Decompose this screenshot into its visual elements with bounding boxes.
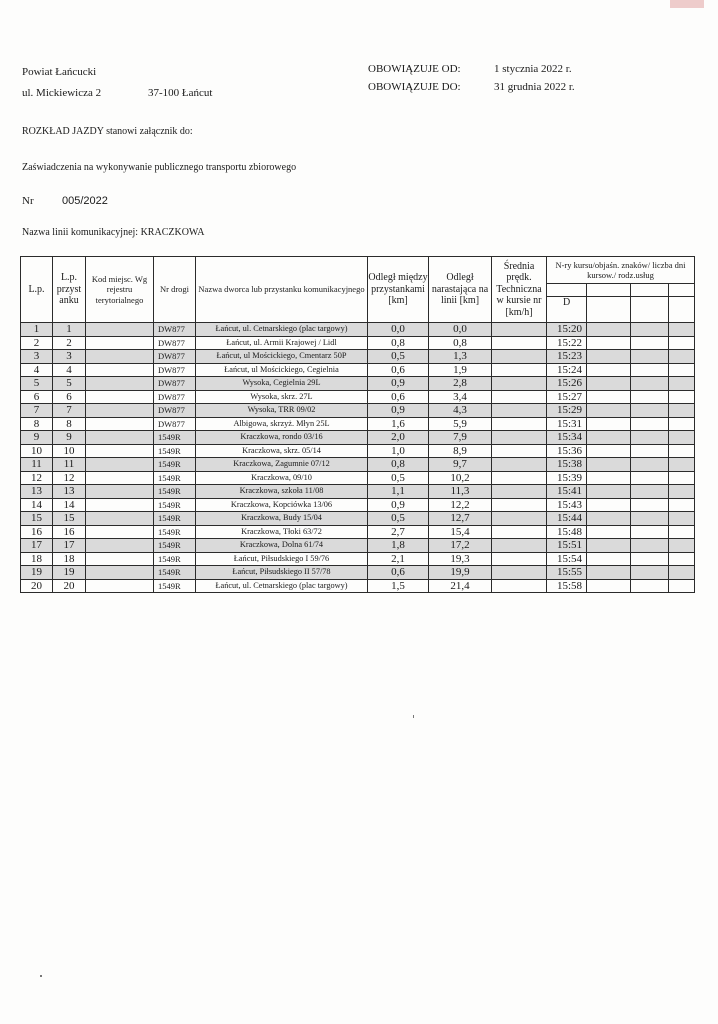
row-between-cell: 0,9 — [368, 498, 429, 512]
row-run-cell — [631, 525, 669, 539]
row-speed-cell — [492, 363, 547, 377]
row-time-cell: 15:36 — [547, 444, 587, 458]
row-run-cell — [587, 512, 631, 526]
row-stop-lp-cell: 18 — [53, 552, 86, 566]
row-cumulative-cell: 10,2 — [429, 471, 492, 485]
row-time-cell: 15:55 — [547, 566, 587, 580]
row-between-cell: 0,6 — [368, 390, 429, 404]
row-run-cell — [587, 458, 631, 472]
row-lp-cell: 19 — [21, 566, 53, 580]
row-speed-cell — [492, 498, 547, 512]
valid-to-label: OBOWIĄZUJE DO: — [368, 81, 461, 93]
row-run-cell — [669, 485, 695, 499]
row-run-cell — [587, 363, 631, 377]
row-lp-cell: 7 — [21, 404, 53, 418]
row-code-cell — [86, 350, 154, 364]
row-code-cell — [86, 444, 154, 458]
row-run-cell — [631, 363, 669, 377]
row-speed-cell — [492, 552, 547, 566]
row-lp-cell: 13 — [21, 485, 53, 499]
row-stop-name-cell: Łańcut, Piłsudskiego II 57/78 — [196, 566, 368, 580]
row-stop-lp-cell: 2 — [53, 336, 86, 350]
row-time-cell: 15:44 — [547, 512, 587, 526]
row-code-cell — [86, 417, 154, 431]
row-cumulative-cell: 21,4 — [429, 579, 492, 593]
row-road-cell: 1549R — [154, 431, 196, 445]
row-time-cell: 15:38 — [547, 458, 587, 472]
row-run-cell — [669, 363, 695, 377]
row-run-cell — [631, 444, 669, 458]
row-run-cell — [669, 350, 695, 364]
nr-label: Nr — [22, 195, 34, 207]
row-road-cell: 1549R — [154, 512, 196, 526]
row-stop-lp-cell: 4 — [53, 363, 86, 377]
table-row — [21, 417, 695, 431]
row-time-cell: 15:54 — [547, 552, 587, 566]
col-road-header: Nr drogi — [154, 257, 196, 323]
row-between-cell: 2,7 — [368, 525, 429, 539]
row-stop-name-cell: Kraczkowa, skrz. 05/14 — [196, 444, 368, 458]
row-stop-lp-cell: 6 — [53, 390, 86, 404]
table-row — [21, 404, 695, 418]
run-cell — [587, 297, 631, 323]
row-run-cell — [587, 539, 631, 553]
row-run-cell — [631, 417, 669, 431]
row-code-cell — [86, 377, 154, 391]
table-row — [21, 444, 695, 458]
row-between-cell: 0,9 — [368, 404, 429, 418]
scan-speck — [413, 715, 414, 718]
row-code-cell — [86, 579, 154, 593]
row-lp-cell: 10 — [21, 444, 53, 458]
row-run-cell — [587, 350, 631, 364]
table-row — [21, 363, 695, 377]
row-stop-lp-cell: 10 — [53, 444, 86, 458]
row-lp-cell: 12 — [21, 471, 53, 485]
row-code-cell — [86, 525, 154, 539]
scan-speck — [40, 975, 42, 977]
row-stop-name-cell: Kraczkowa, Budy 15/04 — [196, 512, 368, 526]
row-lp-cell: 14 — [21, 498, 53, 512]
row-between-cell: 1,0 — [368, 444, 429, 458]
row-run-cell — [669, 336, 695, 350]
row-run-cell — [587, 525, 631, 539]
row-stop-name-cell: Wysoka, skrz. 27L — [196, 390, 368, 404]
run-cell — [631, 297, 669, 323]
table-row — [21, 390, 695, 404]
row-cumulative-cell: 19,3 — [429, 552, 492, 566]
row-run-cell — [669, 417, 695, 431]
row-run-cell — [631, 552, 669, 566]
row-cumulative-cell: 0,0 — [429, 323, 492, 337]
row-run-cell — [631, 404, 669, 418]
row-between-cell: 0,5 — [368, 471, 429, 485]
run-cell — [669, 297, 695, 323]
row-stop-lp-cell: 3 — [53, 350, 86, 364]
row-stop-lp-cell: 13 — [53, 485, 86, 499]
row-run-cell — [587, 579, 631, 593]
row-run-cell — [631, 377, 669, 391]
row-cumulative-cell: 1,9 — [429, 363, 492, 377]
row-code-cell — [86, 363, 154, 377]
row-run-cell — [587, 417, 631, 431]
row-road-cell: DW877 — [154, 404, 196, 418]
row-code-cell — [86, 471, 154, 485]
row-lp-cell: 2 — [21, 336, 53, 350]
col-code-header: Kod miejsc. Wg rejestru terytorialnego — [86, 257, 154, 323]
row-cumulative-cell: 17,2 — [429, 539, 492, 553]
row-between-cell: 2,1 — [368, 552, 429, 566]
row-stop-lp-cell: 5 — [53, 377, 86, 391]
row-run-cell — [587, 552, 631, 566]
row-run-cell — [669, 390, 695, 404]
row-code-cell — [86, 323, 154, 337]
row-between-cell: 0,5 — [368, 512, 429, 526]
row-stop-lp-cell: 8 — [53, 417, 86, 431]
col-lp-header: L.p. — [21, 257, 53, 323]
row-time-cell: 15:27 — [547, 390, 587, 404]
row-run-cell — [587, 485, 631, 499]
row-cumulative-cell: 19,9 — [429, 566, 492, 580]
row-between-cell: 0,8 — [368, 458, 429, 472]
table-row — [21, 458, 695, 472]
row-lp-cell: 20 — [21, 579, 53, 593]
row-run-cell — [587, 444, 631, 458]
row-speed-cell — [492, 390, 547, 404]
row-time-cell: 15:29 — [547, 404, 587, 418]
row-stop-name-cell: Kraczkowa, rondo 03/16 — [196, 431, 368, 445]
col-cumulative-header: Odległ narastająca na linii [km] — [429, 257, 492, 323]
row-stop-lp-cell: 11 — [53, 458, 86, 472]
row-stop-lp-cell: 14 — [53, 498, 86, 512]
row-stop-name-cell: Albigowa, skrzyż. Młyn 25L — [196, 417, 368, 431]
row-road-cell: DW877 — [154, 377, 196, 391]
row-time-cell: 15:23 — [547, 350, 587, 364]
row-between-cell: 0,8 — [368, 336, 429, 350]
schedule-table — [20, 256, 695, 593]
row-lp-cell: 4 — [21, 363, 53, 377]
row-code-cell — [86, 458, 154, 472]
row-run-cell — [631, 579, 669, 593]
row-run-cell — [631, 471, 669, 485]
row-road-cell: 1549R — [154, 552, 196, 566]
row-road-cell: DW877 — [154, 363, 196, 377]
row-between-cell: 0,5 — [368, 350, 429, 364]
row-road-cell: 1549R — [154, 444, 196, 458]
row-cumulative-cell: 1,3 — [429, 350, 492, 364]
org-name: Powiat Łańcucki — [22, 66, 97, 78]
table-row — [21, 471, 695, 485]
row-between-cell: 1,8 — [368, 539, 429, 553]
row-stop-lp-cell: 17 — [53, 539, 86, 553]
row-between-cell: 0,6 — [368, 363, 429, 377]
row-run-cell — [669, 323, 695, 337]
row-run-cell — [669, 566, 695, 580]
col-speed-header: Średnia prędk. Techniczna w kursie nr [km/h] — [492, 257, 547, 323]
valid-from-value: 1 stycznia 2022 r. — [494, 63, 572, 75]
row-run-cell — [587, 404, 631, 418]
row-run-cell — [669, 471, 695, 485]
row-cumulative-cell: 4,3 — [429, 404, 492, 418]
table-row — [21, 336, 695, 350]
row-code-cell — [86, 498, 154, 512]
row-run-cell — [631, 498, 669, 512]
row-stop-name-cell: Wysoka, TRR 09/02 — [196, 404, 368, 418]
row-time-cell: 15:26 — [547, 377, 587, 391]
row-speed-cell — [492, 417, 547, 431]
row-run-cell — [669, 377, 695, 391]
row-run-cell — [587, 323, 631, 337]
row-run-cell — [669, 525, 695, 539]
run-d-label: D — [547, 297, 587, 323]
table-row — [21, 377, 695, 391]
row-speed-cell — [492, 377, 547, 391]
row-cumulative-cell: 7,9 — [429, 431, 492, 445]
row-between-cell: 0,9 — [368, 377, 429, 391]
row-speed-cell — [492, 444, 547, 458]
row-speed-cell — [492, 512, 547, 526]
row-speed-cell — [492, 566, 547, 580]
attachment-text: ROZKŁAD JAZDY stanowi załącznik do: — [22, 126, 193, 137]
org-address: ul. Mickiewicza 2 — [22, 87, 102, 99]
row-stop-lp-cell: 16 — [53, 525, 86, 539]
run-cell — [669, 284, 695, 297]
row-between-cell: 0,6 — [368, 566, 429, 580]
row-time-cell: 15:43 — [547, 498, 587, 512]
row-run-cell — [631, 512, 669, 526]
row-code-cell — [86, 512, 154, 526]
row-cumulative-cell: 15,4 — [429, 525, 492, 539]
row-stop-name-cell: Kraczkowa, Kopciówka 13/06 — [196, 498, 368, 512]
row-road-cell: 1549R — [154, 458, 196, 472]
row-lp-cell: 16 — [21, 525, 53, 539]
row-cumulative-cell: 2,8 — [429, 377, 492, 391]
row-cumulative-cell: 12,2 — [429, 498, 492, 512]
row-stop-lp-cell: 15 — [53, 512, 86, 526]
row-run-cell — [669, 458, 695, 472]
table-row — [21, 539, 695, 553]
table-row — [21, 323, 695, 337]
row-cumulative-cell: 8,9 — [429, 444, 492, 458]
row-road-cell: DW877 — [154, 417, 196, 431]
row-run-cell — [587, 377, 631, 391]
row-road-cell: 1549R — [154, 539, 196, 553]
row-lp-cell: 17 — [21, 539, 53, 553]
row-run-cell — [669, 579, 695, 593]
row-run-cell — [631, 458, 669, 472]
row-stop-name-cell: Łańcut, ul. Armii Krajowej / Lidl — [196, 336, 368, 350]
row-stop-name-cell: Łańcut, ul. Cetnarskiego (plac targowy) — [196, 579, 368, 593]
row-speed-cell — [492, 323, 547, 337]
row-code-cell — [86, 336, 154, 350]
row-code-cell — [86, 404, 154, 418]
row-lp-cell: 9 — [21, 431, 53, 445]
row-time-cell: 15:48 — [547, 525, 587, 539]
row-stop-lp-cell: 9 — [53, 431, 86, 445]
row-road-cell: DW877 — [154, 323, 196, 337]
row-between-cell: 1,5 — [368, 579, 429, 593]
row-speed-cell — [492, 431, 547, 445]
scan-corner-mark — [670, 0, 704, 8]
row-stop-name-cell: Łańcut, ul Mościckiego, Cegielnia — [196, 363, 368, 377]
line-name: Nazwa linii komunikacyjnej: KRACZKOWA — [22, 227, 205, 238]
row-run-cell — [669, 431, 695, 445]
row-between-cell: 1,6 — [368, 417, 429, 431]
row-time-cell: 15:51 — [547, 539, 587, 553]
row-stop-name-cell: Kraczkowa, Tłoki 63/72 — [196, 525, 368, 539]
row-run-cell — [631, 350, 669, 364]
row-stop-name-cell: Łańcut, ul Mościckiego, Cmentarz 50P — [196, 350, 368, 364]
row-lp-cell: 11 — [21, 458, 53, 472]
row-cumulative-cell: 0,8 — [429, 336, 492, 350]
col-stop-lp-header: L.p. przyst anku — [53, 257, 86, 323]
col-between-header: Odległ między przystankami [km] — [368, 257, 429, 323]
row-run-cell — [669, 444, 695, 458]
table-row — [21, 498, 695, 512]
row-stop-name-cell: Kraczkowa, Zagumnie 07/12 — [196, 458, 368, 472]
row-road-cell: 1549R — [154, 485, 196, 499]
row-time-cell: 15:31 — [547, 417, 587, 431]
row-road-cell: 1549R — [154, 471, 196, 485]
row-run-cell — [587, 566, 631, 580]
row-run-cell — [631, 539, 669, 553]
row-run-cell — [631, 566, 669, 580]
row-between-cell: 0,0 — [368, 323, 429, 337]
row-run-cell — [631, 323, 669, 337]
row-run-cell — [669, 498, 695, 512]
row-run-cell — [631, 336, 669, 350]
row-stop-lp-cell: 12 — [53, 471, 86, 485]
nr-value: 005/2022 — [62, 195, 108, 207]
row-speed-cell — [492, 336, 547, 350]
row-time-cell: 15:24 — [547, 363, 587, 377]
row-road-cell: 1549R — [154, 566, 196, 580]
row-speed-cell — [492, 471, 547, 485]
row-road-cell: DW877 — [154, 350, 196, 364]
row-time-cell: 15:34 — [547, 431, 587, 445]
table-row — [21, 552, 695, 566]
row-run-cell — [631, 390, 669, 404]
row-stop-name-cell: Kraczkowa, 09/10 — [196, 471, 368, 485]
row-stop-name-cell: Wysoka, Cegielnia 29L — [196, 377, 368, 391]
table-row — [21, 566, 695, 580]
col-stop-header: Nazwa dworca lub przystanku komunikacyjnego — [196, 257, 368, 323]
row-speed-cell — [492, 539, 547, 553]
row-lp-cell: 1 — [21, 323, 53, 337]
table-row — [21, 512, 695, 526]
row-run-cell — [631, 431, 669, 445]
table-row — [21, 485, 695, 499]
row-between-cell: 2,0 — [368, 431, 429, 445]
row-stop-lp-cell: 7 — [53, 404, 86, 418]
row-road-cell: 1549R — [154, 579, 196, 593]
row-run-cell — [669, 512, 695, 526]
row-road-cell: 1549R — [154, 498, 196, 512]
row-stop-lp-cell: 19 — [53, 566, 86, 580]
run-cell — [631, 284, 669, 297]
row-speed-cell — [492, 579, 547, 593]
row-lp-cell: 15 — [21, 512, 53, 526]
row-speed-cell — [492, 350, 547, 364]
row-between-cell: 1,1 — [368, 485, 429, 499]
table-row — [21, 431, 695, 445]
row-road-cell: 1549R — [154, 525, 196, 539]
row-stop-lp-cell: 20 — [53, 579, 86, 593]
row-cumulative-cell: 12,7 — [429, 512, 492, 526]
row-stop-name-cell: Kraczkowa, szkoła 11/08 — [196, 485, 368, 499]
row-cumulative-cell: 9,7 — [429, 458, 492, 472]
row-speed-cell — [492, 525, 547, 539]
run-cell — [587, 284, 631, 297]
row-lp-cell: 18 — [21, 552, 53, 566]
col-runs-header: N-ry kursu/objaśn. znaków/ liczba dni kursow./ rodz.usług — [547, 257, 695, 284]
row-time-cell: 15:20 — [547, 323, 587, 337]
row-time-cell: 15:41 — [547, 485, 587, 499]
row-run-cell — [587, 431, 631, 445]
row-code-cell — [86, 390, 154, 404]
row-lp-cell: 3 — [21, 350, 53, 364]
row-cumulative-cell: 5,9 — [429, 417, 492, 431]
row-run-cell — [587, 336, 631, 350]
row-road-cell: DW877 — [154, 336, 196, 350]
row-code-cell — [86, 566, 154, 580]
row-run-cell — [669, 404, 695, 418]
row-stop-name-cell: Kraczkowa, Dolna 61/74 — [196, 539, 368, 553]
row-time-cell: 15:39 — [547, 471, 587, 485]
table-row — [21, 350, 695, 364]
row-road-cell: DW877 — [154, 390, 196, 404]
row-lp-cell: 8 — [21, 417, 53, 431]
row-run-cell — [669, 552, 695, 566]
valid-from-label: OBOWIĄZUJE OD: — [368, 63, 461, 75]
run-cell — [547, 284, 587, 297]
row-run-cell — [631, 485, 669, 499]
row-code-cell — [86, 431, 154, 445]
row-time-cell: 15:58 — [547, 579, 587, 593]
row-code-cell — [86, 552, 154, 566]
org-postal: 37-100 Łańcut — [148, 87, 213, 99]
row-run-cell — [669, 539, 695, 553]
table-row — [21, 525, 695, 539]
row-speed-cell — [492, 458, 547, 472]
row-run-cell — [587, 471, 631, 485]
valid-to-value: 31 grudnia 2022 r. — [494, 81, 575, 93]
row-cumulative-cell: 3,4 — [429, 390, 492, 404]
row-run-cell — [587, 498, 631, 512]
row-stop-name-cell: Łańcut, ul. Cetnarskiego (plac targowy) — [196, 323, 368, 337]
table-row — [21, 579, 695, 593]
row-speed-cell — [492, 485, 547, 499]
row-speed-cell — [492, 404, 547, 418]
row-lp-cell: 5 — [21, 377, 53, 391]
row-time-cell: 15:22 — [547, 336, 587, 350]
row-lp-cell: 6 — [21, 390, 53, 404]
row-stop-lp-cell: 1 — [53, 323, 86, 337]
row-run-cell — [587, 390, 631, 404]
row-code-cell — [86, 539, 154, 553]
row-cumulative-cell: 11,3 — [429, 485, 492, 499]
certificate-text: Zaświadczenia na wykonywanie publicznego transportu zbiorowego — [22, 162, 297, 173]
row-stop-name-cell: Łańcut, Piłsudskiego I 59/76 — [196, 552, 368, 566]
row-code-cell — [86, 485, 154, 499]
